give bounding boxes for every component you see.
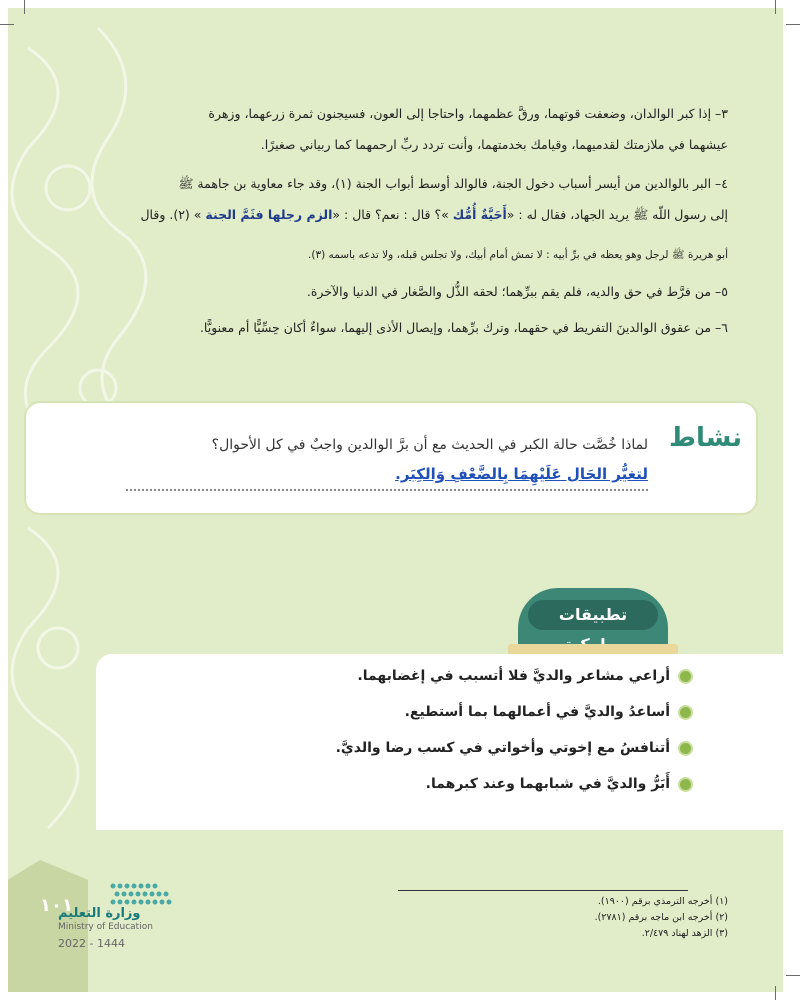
- paragraph-4-text-c: » (٢). وقال: [140, 207, 206, 222]
- paragraph-4-text-a: إلى رسول اللّه ﷺ يريد الجهاد، فقال له : «: [506, 207, 728, 222]
- activity-question: لماذا خُصَّت حالة الكبر في الحديث مع أن برَّ الوالدين واجبٌ في كل الأحوال؟: [211, 437, 648, 453]
- ministry-name-arabic: وزارة التعليم: [58, 906, 141, 921]
- paragraph-3-line-1: ٣– إذا كبر الوالدان، وضعفت قوتهما، ورقَّ عظمهما، واحتاجا إلى العون، فسيجنون ثمرة زرعهما، وزهرة: [208, 106, 728, 121]
- bullet-icon: [678, 705, 693, 720]
- activity-answer: لتغيُّر الحَال عَلَيْهِمَا بِالضَّعْفِ وَالكِبَر.: [395, 465, 648, 483]
- application-item: [426, 776, 693, 792]
- paragraph-4-text-b: »؟ قال : نعم؟ قال : «: [332, 207, 453, 222]
- application-item: [336, 740, 693, 756]
- application-item-text: أتنافسُ مع إخوتي وأخواتي في كسب رضا والديَّ.: [335, 740, 670, 756]
- paragraph-3: [38, 98, 728, 160]
- application-item-text: أراعي مشاعر والديَّ فلا أتسبب في إغضابهما.: [357, 668, 670, 684]
- hadith-quote-1: أَحَيَّةٌ أُمُّك: [452, 207, 507, 222]
- textbook-page: [8, 8, 783, 992]
- application-item: [357, 668, 693, 684]
- paragraph-4-line-1: ٤– البر بالوالدين من أيسر أسباب دخول الجنة، فالوالد أوسط أبواب الجنة (١)، وقد جاء معاوية بن جاهمة ﷺ: [178, 176, 728, 191]
- crop-mark: [775, 0, 776, 14]
- bullet-icon: [678, 777, 693, 792]
- bullet-icon: [678, 669, 693, 684]
- paragraph-3-line-2: عيشهما في ملازمتك لقدميهما، وقيامك بخدمتهما، وأنت تردد ربِّ ارحمهما كما ربياني صغيرًا.: [260, 137, 728, 152]
- footnote-2: (٢) أخرجه ابن ماجه برقم (٢٧٨١).: [594, 912, 728, 923]
- crop-mark: [0, 24, 14, 25]
- footnote-3: (٣) الزهد لهناد ٢/٤٧٩.: [641, 928, 728, 939]
- application-item: [405, 704, 693, 720]
- footnote-1: (١) أخرجه الترمذي برقم (١٩٠٠).: [597, 896, 728, 907]
- bullet-icon: [678, 741, 693, 756]
- academic-year: 2022 - 1444: [58, 937, 125, 950]
- page-number: ١٠١: [40, 895, 73, 916]
- activity-box: [26, 403, 756, 513]
- paragraph-5: ٥– من فرَّط في حق والديه، فلم يقم ببرِّهما؛ لحقه الذُّل والصَّغار في الدنيا والآخرة.: [306, 284, 728, 299]
- crop-mark: [786, 24, 800, 25]
- crop-mark: [24, 0, 25, 14]
- application-item-text: أساعدُ والديَّ في أعمالهما بما أستطيع.: [404, 704, 670, 720]
- footnote-divider: [398, 890, 688, 891]
- hadith-quote-2: الزم رجلها فثَمَّ الجنة: [205, 207, 333, 222]
- applications-title: تطبيقات: [528, 600, 658, 630]
- application-item-text: أَبَرُّ والديَّ في شبابهما وعند كبرهما.: [425, 776, 670, 792]
- activity-title: نشاط: [669, 423, 742, 453]
- paragraph-6: ٦– من عقوق الوالدينَ التفريط في حقهما، وترك برِّهما، وإيصال الأذى إليهما، سواءٌ أكان حِسِّيًّا أم معنويًّا.: [199, 320, 728, 335]
- paragraph-4-line-2: [38, 199, 728, 230]
- paragraph-4-narration: أبو هريرة ﷺ لرجل وهو يعظه في برِّ أبيه : لا تمش أمام أبيك، ولا تجلس قبله، ولا تدعه باسمه (٣).: [308, 249, 728, 261]
- crop-mark: [786, 975, 800, 976]
- answer-dotted-line: [126, 489, 648, 491]
- ministry-name-english: Ministry of Education: [58, 922, 153, 932]
- crop-mark: [775, 986, 776, 1000]
- paragraph-4: [38, 168, 728, 230]
